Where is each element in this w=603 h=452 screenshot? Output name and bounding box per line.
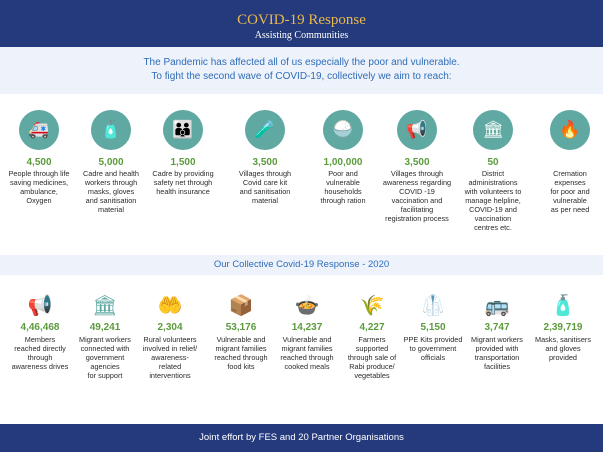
description-line: households xyxy=(324,187,362,196)
description-line: through xyxy=(27,353,53,362)
target-description xyxy=(307,169,379,205)
response-value: 4,46,468 xyxy=(20,322,60,333)
description-line: Vulnerable and xyxy=(216,335,266,344)
megaphone-icon: 📢 xyxy=(27,293,53,317)
cooked-meal-icon: 🍲 xyxy=(294,293,320,317)
target-item xyxy=(534,110,603,214)
sanitiser-mask-icon xyxy=(91,110,131,150)
description-line: Migrant workers xyxy=(79,335,131,344)
target-description xyxy=(75,169,147,214)
description-line: vaccination xyxy=(474,214,512,223)
target-item xyxy=(3,110,75,205)
footer-banner: Joint effort by FES and 20 Partner Organisations xyxy=(0,424,603,452)
response-description xyxy=(71,335,139,380)
response-item xyxy=(399,290,467,362)
ppe-kit-icon: 🥼 xyxy=(420,293,446,317)
response-value: 53,176 xyxy=(225,322,257,333)
description-line: and sanitisation xyxy=(239,187,291,196)
response-item xyxy=(529,290,597,362)
description-line: as per need xyxy=(550,205,590,214)
description-line: migrant families xyxy=(281,344,333,353)
description-line: Oxygen xyxy=(26,196,52,205)
target-item xyxy=(307,110,379,205)
ration-icon xyxy=(323,110,363,150)
response-description xyxy=(273,335,341,371)
target-value: 1,500 xyxy=(170,157,196,168)
description-line: related xyxy=(158,362,182,371)
produce-icon: 🌾 xyxy=(359,293,385,317)
target-item xyxy=(457,110,529,232)
description-line: reached directly xyxy=(14,344,66,353)
description-line: Farmers xyxy=(358,335,386,344)
description-line: awareness regarding xyxy=(382,178,452,187)
icon-glyph: 👪 xyxy=(172,120,194,140)
description-line: officials xyxy=(420,353,446,362)
response-description xyxy=(338,335,406,380)
description-line: ambulance, xyxy=(20,187,58,196)
response-value: 2,39,719 xyxy=(543,322,583,333)
description-line: Members xyxy=(24,335,56,344)
response-description xyxy=(399,335,467,362)
target-value: 1,00,000 xyxy=(323,157,363,168)
description-line: through sale of xyxy=(347,353,397,362)
description-line: COVID-19 and xyxy=(469,205,517,214)
description-line: for support xyxy=(87,371,123,380)
target-value: 5,000 xyxy=(98,157,124,168)
description-line: agencies xyxy=(90,362,120,371)
description-line: Migrant workers xyxy=(471,335,523,344)
description-line: transportation xyxy=(474,353,520,362)
response-description xyxy=(529,335,597,362)
response-value: 49,241 xyxy=(89,322,121,333)
description-line: manage helpline, xyxy=(465,196,521,205)
target-description xyxy=(457,169,529,232)
description-line: Vulnerable and xyxy=(282,335,332,344)
description-line: saving medicines, xyxy=(10,178,68,187)
description-line: Villages through xyxy=(390,169,444,178)
response-value: 5,150 xyxy=(420,322,446,333)
hands-heart-icon: 🤲 xyxy=(157,293,183,317)
targets-row xyxy=(0,110,603,250)
government-building-icon: 🏛 xyxy=(92,293,118,317)
description-line: government xyxy=(85,353,125,362)
target-value: 3,500 xyxy=(404,157,430,168)
description-line: interventions xyxy=(149,371,191,380)
response-item xyxy=(136,290,204,380)
description-line: Cadre by providing xyxy=(152,169,214,178)
description-line: supported xyxy=(355,344,389,353)
description-line: safety net through xyxy=(153,178,213,187)
description-line: material xyxy=(252,196,278,205)
cremation-fire-icon xyxy=(550,110,590,150)
target-item xyxy=(381,110,453,223)
section-title: Our Collective Covid-19 Response - 2020 xyxy=(0,255,603,275)
response-item xyxy=(207,290,275,371)
description-line: awareness drives xyxy=(11,362,69,371)
icon-glyph: 🍚 xyxy=(332,120,354,140)
icon-glyph: 🧴 xyxy=(100,120,122,140)
intro-line-2: To fight the second wave of COVID-19, collectively we aim to reach: xyxy=(151,71,452,82)
description-line: and gloves xyxy=(545,344,581,353)
target-item xyxy=(229,110,301,205)
description-line: centres etc. xyxy=(474,223,512,232)
description-line: Rabi produce/ xyxy=(349,362,395,371)
description-line: through ration xyxy=(320,196,366,205)
description-line: workers through xyxy=(84,178,138,187)
target-description xyxy=(381,169,453,223)
target-value: 3,500 xyxy=(252,157,278,168)
response-item xyxy=(71,290,139,380)
response-item xyxy=(463,290,531,371)
description-line: Covid care kit xyxy=(242,178,288,187)
description-line: facilitating xyxy=(400,205,434,214)
description-line: masks, gloves xyxy=(87,187,135,196)
description-line: Cadre and health xyxy=(83,169,139,178)
icon-glyph: 🔥 xyxy=(559,120,581,140)
mask-sanitiser-icon: 🧴 xyxy=(550,293,576,317)
target-value: 4,500 xyxy=(26,157,52,168)
description-line: PPE Kits provided xyxy=(403,335,463,344)
description-line: awareness- xyxy=(151,353,189,362)
target-description xyxy=(3,169,75,205)
response-value: 4,227 xyxy=(359,322,385,333)
description-line: Masks, sanitisers xyxy=(535,335,591,344)
description-line: with volunteers to xyxy=(464,187,522,196)
icon-glyph: 🚑 xyxy=(28,120,50,140)
response-description xyxy=(6,335,74,371)
icon-glyph: 🏛 xyxy=(482,120,504,140)
food-kit-box-icon: 📦 xyxy=(228,293,254,317)
description-line: Villages through xyxy=(238,169,292,178)
page-title: COVID-19 Response xyxy=(237,12,366,28)
description-line: District xyxy=(481,169,505,178)
response-item xyxy=(338,290,406,380)
description-line: involved in relief/ xyxy=(142,344,198,353)
responses-row xyxy=(0,290,603,410)
description-line: migrant families xyxy=(215,344,267,353)
description-line: provided with xyxy=(475,344,519,353)
description-line: vulnerable xyxy=(326,178,360,187)
target-item xyxy=(147,110,219,196)
description-line: to government xyxy=(409,344,457,353)
description-line: administrations xyxy=(468,178,518,187)
response-description xyxy=(136,335,204,380)
bus-icon: 🚌 xyxy=(484,293,510,317)
icon-glyph: 🧪 xyxy=(254,120,276,140)
description-line: expenses xyxy=(554,178,586,187)
description-line: COVID -19 xyxy=(399,187,435,196)
response-description xyxy=(207,335,275,371)
intro-line-1: The Pandemic has affected all of us especially the poor and vulnerable. xyxy=(143,57,460,68)
target-description xyxy=(147,169,219,196)
target-item xyxy=(75,110,147,214)
response-value: 2,304 xyxy=(157,322,183,333)
description-line: provided xyxy=(549,353,577,362)
government-building-icon xyxy=(473,110,513,150)
response-item xyxy=(273,290,341,371)
target-value xyxy=(534,157,603,168)
description-line: registration process xyxy=(385,214,449,223)
description-line: material xyxy=(98,205,124,214)
description-line: Cremation xyxy=(553,169,587,178)
icon-glyph: 📢 xyxy=(406,120,428,140)
description-line: health insurance xyxy=(156,187,210,196)
description-line: Rural volunteers xyxy=(143,335,197,344)
care-kit-icon xyxy=(245,110,285,150)
target-description xyxy=(534,169,603,214)
description-line: and sanitisation xyxy=(85,196,137,205)
description-line: Poor and xyxy=(328,169,358,178)
target-description xyxy=(229,169,301,205)
response-value: 3,747 xyxy=(484,322,510,333)
page-subtitle: Assisting Communities xyxy=(254,30,349,41)
description-line: for poor and xyxy=(550,187,590,196)
description-line: reached through xyxy=(280,353,334,362)
description-line: People through life xyxy=(8,169,70,178)
description-line: vaccination and xyxy=(391,196,443,205)
description-line: food kits xyxy=(227,362,255,371)
description-line: facilities xyxy=(484,362,510,371)
description-line: vegetables xyxy=(354,371,390,380)
intro-text xyxy=(0,47,603,94)
response-item xyxy=(6,290,74,371)
description-line: cooked meals xyxy=(284,362,330,371)
description-line: vulnerable xyxy=(553,196,587,205)
target-value: 50 xyxy=(487,157,499,168)
megaphone-icon xyxy=(397,110,437,150)
family-insurance-icon xyxy=(163,110,203,150)
description-line: connected with xyxy=(80,344,130,353)
response-description xyxy=(463,335,531,371)
description-line: reached through xyxy=(214,353,268,362)
ambulance-icon xyxy=(19,110,59,150)
response-value: 14,237 xyxy=(291,322,323,333)
header-banner xyxy=(0,0,603,47)
